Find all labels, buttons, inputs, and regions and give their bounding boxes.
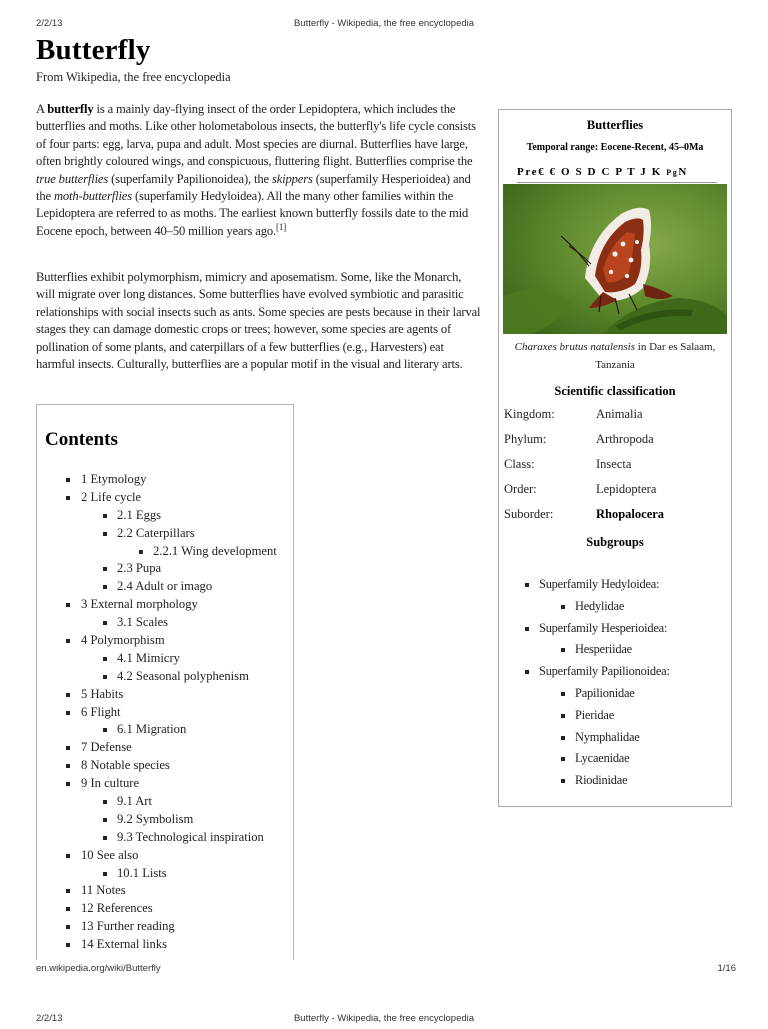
toc-title: Contents (45, 429, 118, 450)
toc-item[interactable]: 12 References (37, 900, 277, 918)
classification-rank: Class: (504, 457, 535, 471)
term-butterfly: butterfly (47, 102, 94, 116)
link-true-butterflies[interactable]: true butterflies (36, 171, 109, 186)
subgroup-item[interactable]: Nymphalidae (499, 727, 670, 749)
subgroup-item[interactable]: Riodinidae (499, 770, 670, 792)
page-title: Butterfly (36, 34, 151, 66)
toc-item[interactable]: 6.1 Migration (37, 721, 277, 739)
toc-item[interactable]: 4 Polymorphism (37, 632, 277, 650)
toc-item[interactable]: 4.1 Mimicry (37, 650, 277, 668)
subgroup-item[interactable]: Lycaenidae (499, 748, 670, 770)
toc-item[interactable]: 10.1 Lists (37, 865, 277, 883)
classification-row (504, 407, 730, 432)
toc-item[interactable]: 6 Flight (37, 704, 277, 722)
intro-paragraph-2: Butterflies exhibit polymorphism, mimicry and aposematism. Some, like the Monarch, will migrate over long distances. Some butterflies have evolved symbiotic and parasitic relationships with social insects such as ants. Some species are pests because in their larval stages they can damage domestic crops or trees; however, some species are agents of pollination of some plants, and caterpillars of a few butterflies (e.g., Harvesters) eat harmful insects. Culturally, butterflies are a popular motif in the visual and literary arts. (36, 270, 481, 372)
toc-list (37, 471, 277, 954)
toc-item[interactable]: 2.4 Adult or imago (37, 578, 277, 596)
subgroup-item[interactable]: Superfamily Hedyloidea: (499, 574, 670, 596)
classification-table (504, 407, 730, 532)
classification-row (504, 432, 730, 457)
print-page-number: 1/16 (717, 963, 736, 974)
print-date: 2/2/13 (36, 18, 63, 29)
toc-item[interactable]: 10 See also (37, 847, 277, 865)
butterfly-photo-icon (503, 184, 727, 334)
print-footer (0, 963, 768, 979)
temporal-range: Temporal range: Eocene-Recent, 45–0Ma (526, 142, 704, 153)
subgroup-item[interactable]: Hedylidae (499, 596, 670, 618)
toc-item[interactable]: 2.1 Eggs (37, 507, 277, 525)
print-url: en.wikipedia.org/wiki/Butterfly (36, 963, 161, 974)
print-page-title-next: Butterfly - Wikipedia, the free encyclopedia (293, 1013, 475, 1024)
toc-item[interactable]: 2.2.1 Wing development (37, 543, 277, 561)
toc-item[interactable]: 2.3 Pupa (37, 560, 277, 578)
toc-item[interactable]: 9 In culture (37, 775, 277, 793)
table-of-contents (36, 404, 294, 960)
subgroup-item[interactable]: Superfamily Papilionoidea: (499, 661, 670, 683)
link-skippers[interactable]: skippers (271, 171, 313, 186)
toc-item[interactable]: 2 Life cycle (37, 489, 277, 507)
classification-row (504, 482, 730, 507)
geologic-periods: Pre€ € O S D C P T J K PgN (517, 166, 688, 178)
subgroups-title: Subgroups (586, 535, 644, 549)
subgroup-item[interactable]: Hesperiidae (499, 639, 670, 661)
intro-paragraph-1: A butterfly is a mainly day-flying insect of the order Lepidoptera, which includes the butterflies and moths. Like other holometabolous insects, the butterfly's life cycle consists of four parts: egg, larva, pupa and adult. Most species are diurnal. Butterflies have large, often brightly coloured wings, and conspicuous, fluttering flight. Butterflies comprise the true butterflies (superfamily Papilionoidea), the skippers (superfamily Hesperioidea) and the moth-butterflies (superfamily Hedyloidea). All the many other families within the Lepidoptera are referred to as moths. The earliest known butterfly fossils date to the mid Eocene epoch, between 40–50 million years ago.[1] (36, 102, 476, 238)
subgroups-list (499, 574, 670, 792)
toc-item[interactable]: 11 Notes (37, 882, 277, 900)
toc-item[interactable]: 5 Habits (37, 686, 277, 704)
subgroup-item[interactable]: Superfamily Hesperioidea: (499, 618, 670, 640)
butterfly-photo[interactable] (503, 184, 727, 334)
scientific-classification-title: Scientific classification (554, 384, 676, 398)
toc-item[interactable]: 9.1 Art (37, 793, 277, 811)
taxobox-title: Butterflies (586, 118, 644, 132)
classification-row (504, 507, 730, 532)
page-subtitle: From Wikipedia, the free encyclopedia (36, 70, 231, 84)
taxobox (498, 109, 732, 807)
classification-value[interactable]: Rhopalocera (596, 507, 665, 521)
print-header (0, 18, 768, 34)
subgroup-item[interactable]: Pieridae (499, 705, 670, 727)
caption-species[interactable]: Charaxes brutus natalensis (514, 341, 636, 353)
classification-rank: Order: (504, 482, 537, 496)
classification-rank: Kingdom: (504, 407, 555, 421)
classification-value[interactable]: Lepidoptera (596, 482, 657, 496)
link-moth-butterflies[interactable]: moth-butterflies (53, 189, 132, 204)
toc-item[interactable]: 3 External morphology (37, 596, 277, 614)
toc-item[interactable]: 8 Notable species (37, 757, 277, 775)
subgroup-item[interactable]: Papilionidae (499, 683, 670, 705)
toc-item[interactable]: 14 External links (37, 936, 277, 954)
print-page-title: Butterfly - Wikipedia, the free encyclopedia (293, 18, 475, 29)
classification-row (504, 457, 730, 482)
toc-item[interactable]: 2.2 Caterpillars (37, 525, 277, 543)
toc-item[interactable]: 9.3 Technological inspiration (37, 829, 277, 847)
print-date-next: 2/2/13 (36, 1013, 63, 1024)
classification-value[interactable]: Arthropoda (596, 432, 654, 446)
classification-rank: Phylum: (504, 432, 547, 446)
toc-item[interactable]: 9.2 Symbolism (37, 811, 277, 829)
classification-value[interactable]: Insecta (596, 457, 632, 471)
classification-rank: Suborder: (504, 507, 554, 521)
toc-item[interactable]: 13 Further reading (37, 918, 277, 936)
toc-item[interactable]: 1 Etymology (37, 471, 277, 489)
toc-item[interactable]: 7 Defense (37, 739, 277, 757)
toc-item[interactable]: 4.2 Seasonal polyphenism (37, 668, 277, 686)
classification-value[interactable]: Animalia (596, 407, 643, 421)
reference-1[interactable]: [1] (276, 221, 287, 232)
print-header-next-page (0, 1013, 768, 1029)
image-caption: Charaxes brutus natalensis in Dar es Salaam, Tanzania (514, 341, 716, 371)
toc-item[interactable]: 3.1 Scales (37, 614, 277, 632)
